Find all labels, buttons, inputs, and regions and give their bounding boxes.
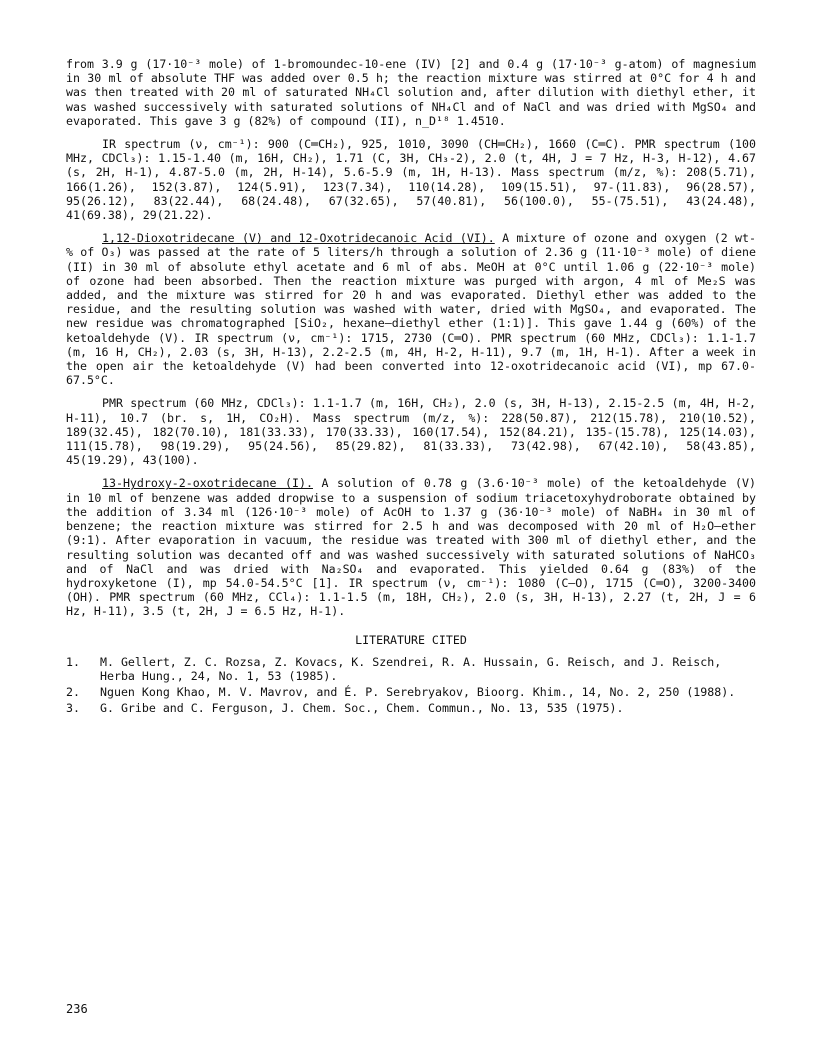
reference-number: 2. bbox=[66, 684, 80, 699]
document-body bbox=[66, 57, 756, 717]
paragraph-text: IR spectrum (ν, cm⁻¹): 900 (C═CH₂), 925, 1010, 3090 (CH═CH₂), 1660 (C═C). PMR spectrum (100 MHz, CDCl₃): 1.15-1.40 (m, 16H, CH₂), 1.71 (C, 3H, CH₃-2), 2.0 (t, 4H, J = 7 Hz, H-3, H-12), 4.67 (s, 2H, H-1), 4.87-5.0 (m, 2H, H-14), 5.6-5.9 (m, 1H, H-13). Mass spectrum (m/z, %): 208(5.71), 166(1.26), 152(3.87), 124(5.91), 123(7.34), 110(14.28), 109(15.51), 97-(11.83), 96(28.57), 95(26.12), 83(22.44), 68(24.48), 67(32.65), 57(40.81), 56(100.0), 55-(75.51), 43(24.48), 41(69.38), 29(21.22). bbox=[66, 137, 756, 223]
reference-number: 3. bbox=[66, 701, 80, 716]
reference-text: M. Gellert, Z. C. Rozsa, Z. Kovacs, K. Szendrei, R. A. Hussain, G. Reisch, and J. Reisch, Herba Hung., 24, No. 1, 53 (1985). bbox=[100, 654, 722, 683]
paragraph-spectra-diene bbox=[66, 137, 756, 222]
paragraph-text: A solution of 0.78 g (3.6·10⁻³ mole) of the ketoaldehyde (V) in 10 ml of benzene was added dropwise to a suspension of sodium triacetoxyhydroborate obtained by the addition of 3.34 ml (126·10⁻³ mole) of AcOH to 1.37 g (36·10⁻³ mole) of NaBH₄ in 30 ml of benzene; the reaction mixture was stirred for 2.5 h and was decomposed with 20 ml of H₂O–ether (9:1). After evaporation in vacuum, the residue was treated with 300 ml of diethyl ether, and the resulting solution was decanted off and was washed successively with saturated solutions of NaHCO₃ and of NaCl and was dried with Na₂SO₄ and evaporated. This yielded 0.64 g (83%) of the hydroxyketone (I), mp 54.0-54.5°C [1]. IR spectrum (ν, cm⁻¹): 1080 (C–O), 1715 (C═O), 3200-3400 (OH). PMR spectrum (60 MHz, CCl₄): 1.1-1.5 (m, 18H, CH₂), 2.0 (s, 3H, H-13), 2.27 (t, 2H, J = 6 Hz, H-11), 3.5 (t, 2H, J = 6.5 Hz, H-1). bbox=[66, 476, 756, 619]
paragraph-text: A mixture of ozone and oxygen (2 wt-% of O₃) was passed at the rate of 5 liters/h through a solution of 2.36 g (11·10⁻³ mole) of diene (II) in 30 ml of absolute ethyl acetate and 6 ml of abs. MeOH at 0°C until 1.06 g (22·10⁻³ mole) of ozone had been absorbed. Then the reaction mixture was purged with argon, 4 ml of Me₂S was added, and the mixture was stirred for 20 h and was evaporated. Diethyl ether was added to the residue, and the resulting solution was washed with water, dried with MgSO₄, and evaporated. The new residue was chromatographed [SiO₂, hexane–diethyl ether (1:1)]. This gave 1.44 g (60%) of the ketoaldehyde (V). IR spectrum (ν, cm⁻¹): 1715, 2730 (C═O). PMR spectrum (60 MHz, CDCl₃): 1.1-1.7 (m, 16 H, CH₂), 2.03 (s, 3H, H-13), 2.2-2.5 (m, 4H, H-2, H-11), 9.7 (m, 1H, H-1). After a week in the open air the ketoaldehyde (V) had been converted into 12-oxotridecanoic acid (VI), mp 67.0-67.5°C. bbox=[66, 231, 756, 388]
paragraph-hydroxyketone bbox=[66, 476, 756, 618]
reference-item bbox=[66, 701, 756, 715]
page-number: 236 bbox=[66, 1002, 88, 1016]
literature-cited-title: LITERATURE CITED bbox=[355, 632, 467, 647]
reference-text: Nguen Kong Khao, M. V. Mavrov, and É. P. Serebryakov, Bioorg. Khim., 14, No. 2, 250 (1988). bbox=[100, 684, 736, 699]
reference-list bbox=[66, 655, 756, 716]
paragraph-text: PMR spectrum (60 MHz, CDCl₃): 1.1-1.7 (m, 16H, CH₂), 2.0 (s, 3H, H-13), 2.15-2.5 (m, 4H, H-2, H-11), 10.7 (br. s, 1H, CO₂H). Mass spectrum (m/z, %): 228(50.87), 212(15.78), 210(10.52), 189(32.45), 182(70.10), 181(33.33), 170(33.33), 160(17.54), 152(84.21), 135-(15.78), 125(14.03), 111(15.78), 98(19.29), 95(24.56), 85(29.82), 81(33.33), 73(42.98), 67(42.10), 58(43.85), 45(19.29), 43(100). bbox=[66, 396, 756, 468]
paragraph-dioxotridecane bbox=[66, 231, 756, 387]
section-heading: 13-Hydroxy-2-oxotridecane (I). bbox=[102, 476, 313, 491]
paragraph-text: from 3.9 g (17·10⁻³ mole) of 1-bromoundec-10-ene (IV) [2] and 0.4 g (17·10⁻³ g-atom) of magnesium in 30 ml of absolute THF was added over 0.5 h; the reaction mixture was stirred at 0°C for 4 h and was then treated with 20 ml of saturated NH₄Cl solution and, after dilution with diethyl ether, it was washed successively with saturated solutions of NH₄Cl and of NaCl and was dried with MgSO₄ and evaporated. This gave 3 g (82%) of compound (II), n_D¹⁸ 1.4510. bbox=[66, 57, 756, 128]
reference-text: G. Gribe and C. Ferguson, J. Chem. Soc., Chem. Commun., No. 13, 535 (1975). bbox=[100, 701, 624, 716]
section-heading: 1,12-Dioxotridecane (V) and 12-Oxotridecanoic Acid (VI). bbox=[102, 231, 495, 246]
reference-number: 1. bbox=[66, 654, 80, 669]
reference-item bbox=[66, 655, 756, 683]
reference-item bbox=[66, 685, 756, 699]
paragraph-grignard-continuation bbox=[66, 57, 756, 128]
paragraph-spectra-acid bbox=[66, 396, 756, 467]
